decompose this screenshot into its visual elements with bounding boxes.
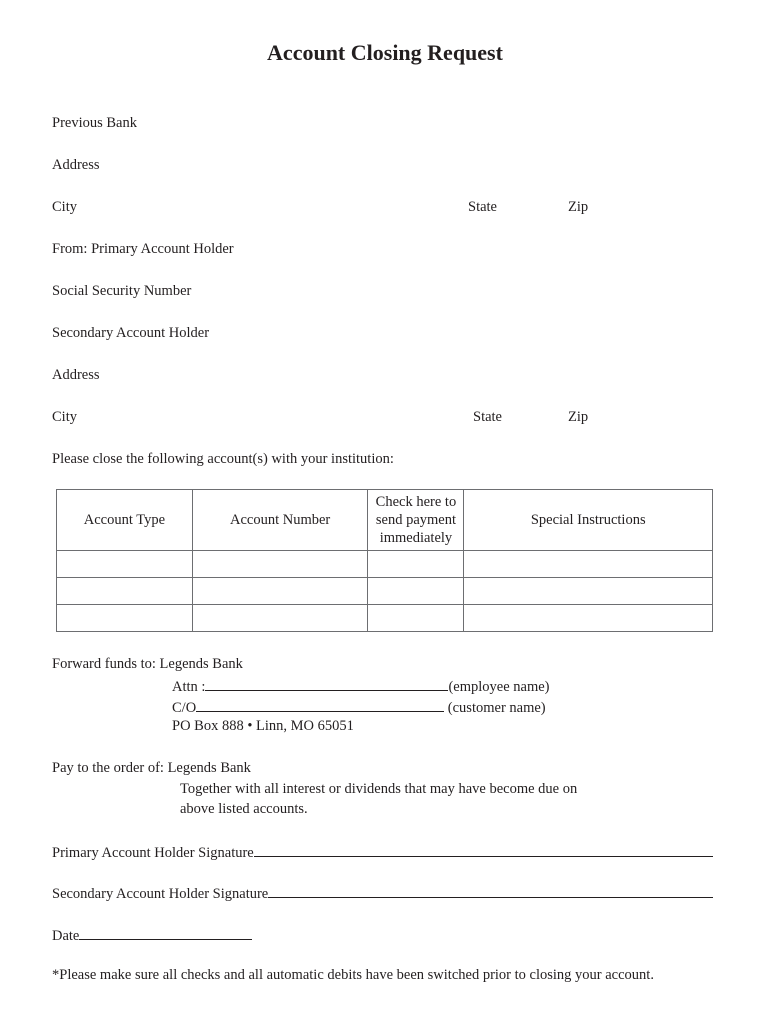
primary-signature-field[interactable]: [254, 842, 713, 857]
pay-to-order-label: Pay to the order of: Legends Bank: [52, 760, 251, 776]
forward-funds-label: Forward funds to: Legends Bank: [52, 656, 243, 672]
account-type-cell[interactable]: [57, 578, 193, 605]
table-row: [57, 605, 713, 632]
date-line: [52, 925, 252, 945]
check-header-line: send payment: [375, 512, 456, 528]
co-label: C/O: [172, 700, 197, 716]
secondary-state-label: State: [473, 409, 502, 425]
page-title: Account Closing Request: [267, 40, 503, 65]
account-type-header: Account Type: [57, 490, 193, 551]
special-instructions-cell[interactable]: [464, 578, 713, 605]
secondary-zip-label: Zip: [568, 409, 589, 425]
customer-name-hint: (customer name): [444, 700, 546, 716]
po-box-address: PO Box 888 • Linn, MO 65051: [172, 718, 354, 734]
secondary-city-label: City: [52, 409, 77, 425]
employee-name-hint: (employee name): [448, 679, 550, 695]
secondary-account-holder-label: Secondary Account Holder: [52, 325, 210, 341]
previous-bank-label: Previous Bank: [52, 115, 137, 131]
instruction-text: Please close the following account(s) with your institution:: [52, 451, 394, 467]
customer-name-field[interactable]: [196, 697, 444, 712]
secondary-address-label: Address: [52, 367, 100, 383]
check-payment-cell[interactable]: [368, 578, 464, 605]
attn-label: Attn :: [172, 679, 206, 695]
table-header-row: [57, 490, 713, 551]
state-label: State: [468, 199, 497, 215]
special-instructions-cell[interactable]: [464, 605, 713, 632]
co-line: [172, 697, 546, 717]
table-row: [57, 551, 713, 578]
secondary-signature-field[interactable]: [268, 883, 713, 898]
check-header-line: Check here to: [375, 494, 457, 510]
special-instructions-header: Special Instructions: [464, 490, 713, 551]
account-number-cell[interactable]: [192, 605, 368, 632]
table-row: [57, 578, 713, 605]
primary-signature-label: Primary Account Holder Signature: [52, 845, 254, 861]
account-number-cell[interactable]: [192, 578, 368, 605]
city-label: City: [52, 199, 77, 215]
account-type-cell[interactable]: [57, 551, 193, 578]
secondary-signature-label: Secondary Account Holder Signature: [52, 886, 269, 902]
pay-description-line: Together with all interest or dividends that may have become due on: [180, 781, 578, 797]
secondary-signature-line: [52, 883, 713, 903]
ssn-label: Social Security Number: [52, 283, 192, 299]
account-number-header: Account Number: [192, 490, 368, 551]
primary-account-holder-label: From: Primary Account Holder: [52, 241, 234, 257]
check-payment-header: [368, 490, 464, 551]
special-instructions-cell[interactable]: [464, 551, 713, 578]
accounts-table: [56, 489, 713, 632]
attn-line: [172, 676, 549, 696]
address-label: Address: [52, 157, 100, 173]
account-number-cell[interactable]: [192, 551, 368, 578]
zip-label: Zip: [568, 199, 589, 215]
date-label: Date: [52, 928, 80, 944]
date-field[interactable]: [79, 925, 252, 940]
pay-description-line: above listed accounts.: [180, 801, 308, 817]
check-header-line: immediately: [379, 530, 453, 546]
check-payment-cell[interactable]: [368, 551, 464, 578]
primary-signature-line: [52, 842, 713, 862]
employee-name-field[interactable]: [205, 676, 448, 691]
footnote: *Please make sure all checks and all automatic debits have been switched prior to closing your account.: [52, 967, 654, 983]
check-payment-cell[interactable]: [368, 605, 464, 632]
account-type-cell[interactable]: [57, 605, 193, 632]
